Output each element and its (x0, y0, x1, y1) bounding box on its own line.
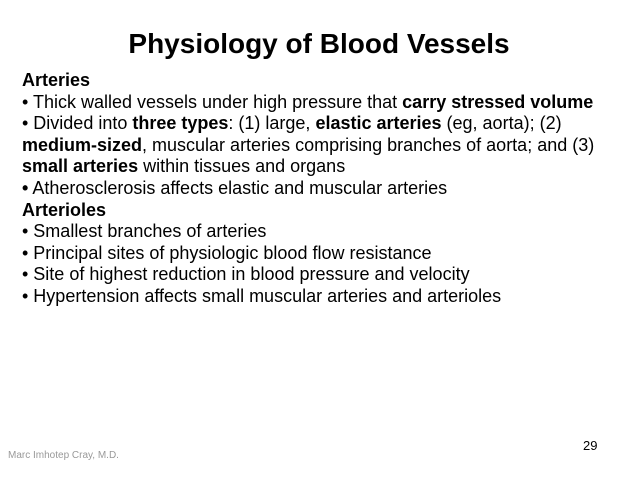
arteries-heading: Arteries (22, 70, 91, 90)
bullet-glyph: • (22, 177, 29, 198)
bullet-text: : (1) large, (228, 113, 316, 134)
arteries-bullet-three-types (22, 113, 628, 178)
bold-phrase: small arteries (22, 156, 139, 177)
bullet-text: (eg, aorta); (2) (441, 113, 562, 134)
bold-phrase: elastic arteries (315, 113, 442, 134)
arterioles-bullet: • Smallest branches of arteries (22, 221, 267, 242)
arteries-bullet-stressed-volume (22, 92, 628, 114)
slide-content (22, 70, 628, 308)
bullet-text: • Divided into (22, 113, 133, 134)
arterioles-heading: Arterioles (22, 199, 107, 220)
arteries-bullet-atherosclerosis (22, 178, 628, 200)
page-number: 29 (583, 438, 598, 453)
bold-phrase: medium-sized (22, 134, 143, 155)
bullet-text: Atherosclerosis affects elastic and muscular arteries (28, 177, 448, 198)
bullet-text: • Thick walled vessels under high pressure that (22, 91, 403, 112)
bold-phrase: three types (132, 113, 229, 134)
arterioles-bullet: • Hypertension affects small muscular arteries and arterioles (22, 285, 502, 306)
arterioles-bullet: • Principal sites of physiologic blood flow resistance (22, 242, 432, 263)
bullet-text: , muscular arteries comprising branches of aorta; and (3) (142, 134, 595, 155)
arterioles-bullet: • Site of highest reduction in blood pressure and velocity (22, 264, 470, 285)
bullet-text: within tissues and organs (138, 156, 346, 177)
footer-author: Marc Imhotep Cray, M.D. (8, 450, 119, 461)
slide-title: Physiology of Blood Vessels (128, 28, 510, 59)
bold-phrase: carry stressed volume (402, 91, 594, 112)
